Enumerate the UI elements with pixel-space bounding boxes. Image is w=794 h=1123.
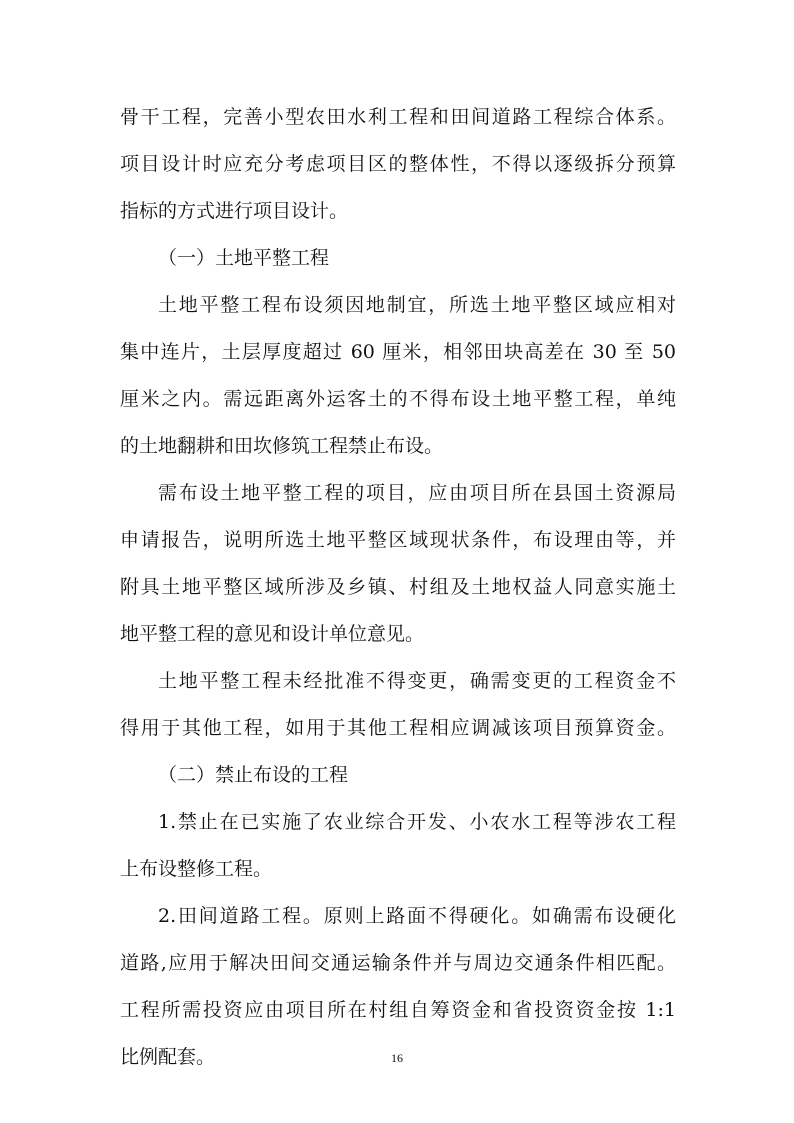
- paragraph-first-line: 土地平整工程布设须因地制宜，所选土地平整区域应相对: [158, 294, 676, 316]
- text-line: 工程所需投资应由项目所在村组自筹资金和省投资资金按 1:1: [120, 999, 676, 1021]
- paragraph-first-line: 需布设土地平整工程的项目，应由项目所在县国土资源局: [158, 482, 676, 504]
- section-heading-prohibited-works: （二）禁止布设的工程: [158, 764, 349, 786]
- paragraph-first-line: 土地平整工程未经批准不得变更，确需变更的工程资金不: [158, 670, 676, 692]
- text-line: 比例配套。: [120, 1046, 216, 1068]
- text-line: 厘米之内。需远距离外运客土的不得布设土地平整工程，单纯: [120, 388, 676, 410]
- text-line: 地平整工程的意见和设计单位意见。: [120, 623, 425, 645]
- text-line: 集中连片，土层厚度超过 60 厘米，相邻田块高差在 30 至 50: [120, 341, 676, 363]
- text-line: 指标的方式进行项目设计。: [120, 200, 349, 222]
- page-number: 16: [391, 1051, 403, 1065]
- text-line: 道路,应用于解决田间交通运输条件并与周边交通条件相匹配。: [120, 952, 676, 974]
- text-line: 骨干工程，完善小型农田水利工程和田间道路工程综合体系。: [120, 106, 676, 128]
- text-line: 上布设整修工程。: [120, 858, 273, 880]
- text-line: 附具土地平整区域所涉及乡镇、村组及土地权益人同意实施土: [120, 576, 676, 598]
- text-line: 项目设计时应充分考虑项目区的整体性，不得以逐级拆分预算: [120, 153, 676, 175]
- text-line: 得用于其他工程，如用于其他工程相应调减该项目预算资金。: [120, 717, 676, 739]
- list-item-first-line: 1.禁止在已实施了农业综合开发、小农水工程等涉农工程: [158, 811, 676, 833]
- text-line: 的土地翻耕和田坎修筑工程禁止布设。: [120, 435, 444, 457]
- list-item-first-line: 2.田间道路工程。原则上路面不得硬化。如确需布设硬化: [158, 905, 676, 927]
- section-heading-land-leveling: （一）土地平整工程: [158, 247, 330, 269]
- text-line: 申请报告，说明所选土地平整区域现状条件，布设理由等，并: [120, 529, 676, 551]
